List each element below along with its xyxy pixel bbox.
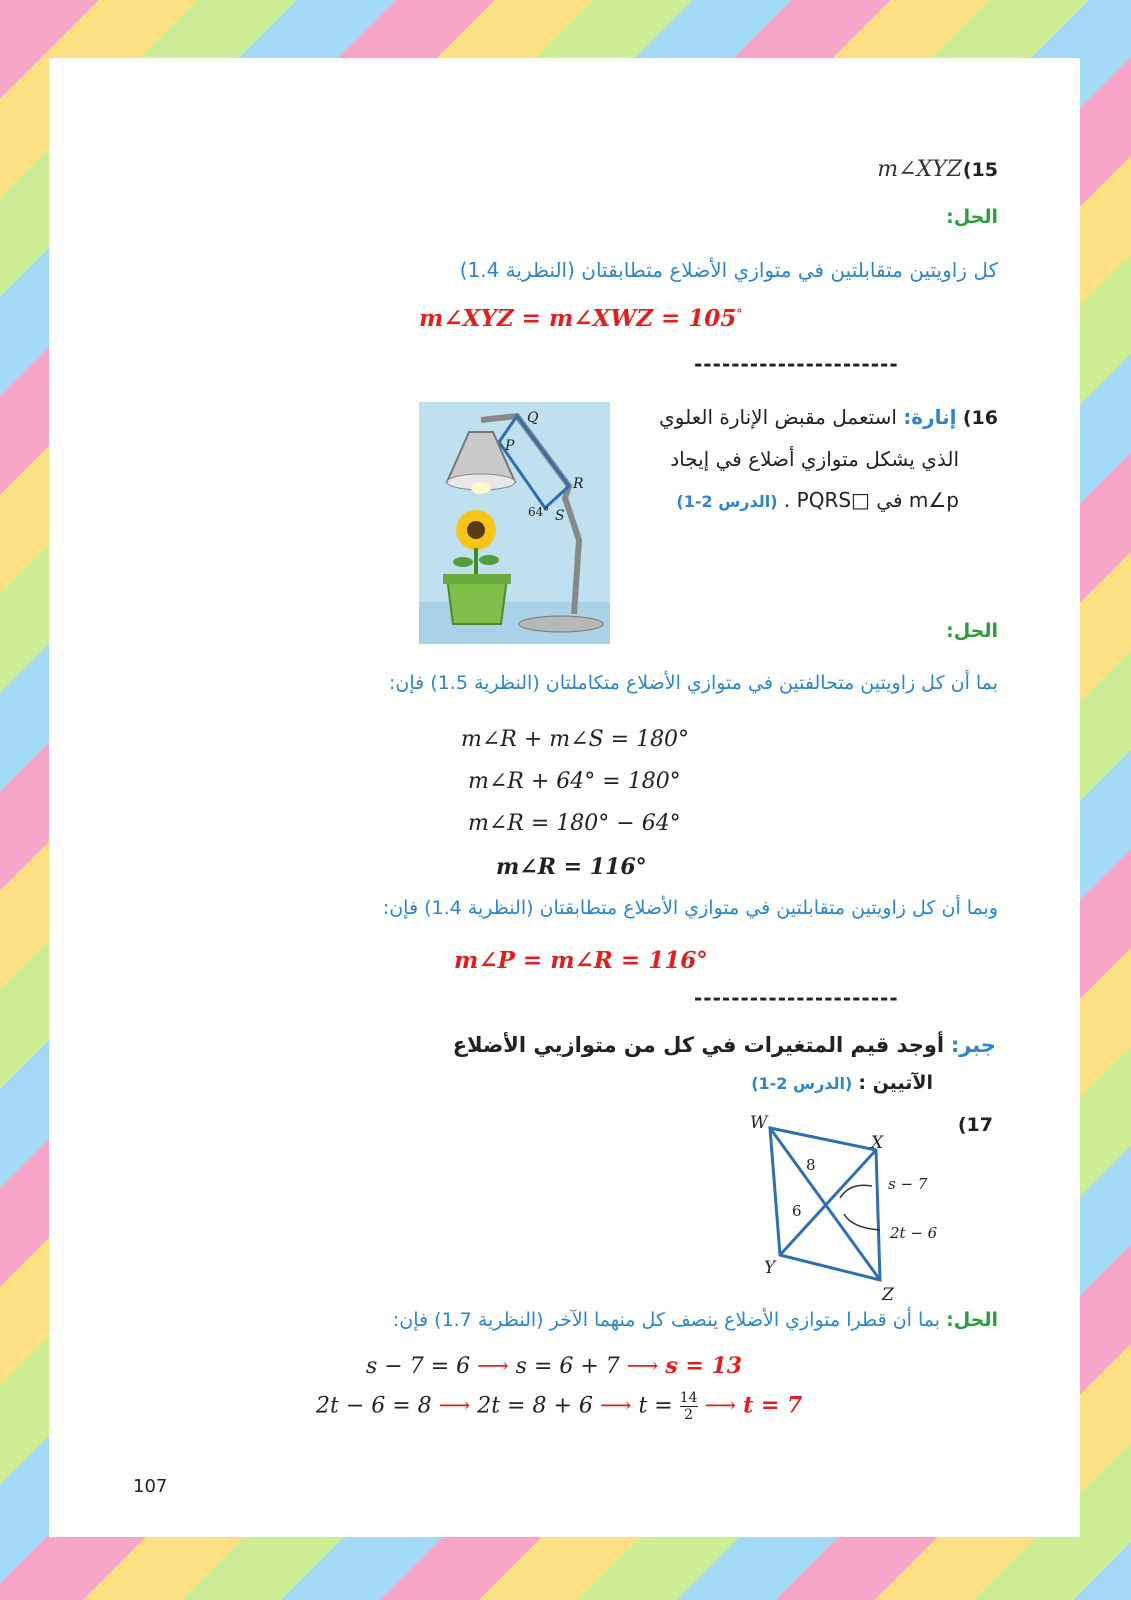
q16-tag: إنارة: [903,405,957,429]
label-8: 8 [806,1156,816,1174]
separator-1: ---------------------- [694,352,899,376]
algebra-line-2 [751,1072,933,1094]
label-s-minus-7: s − 7 [888,1175,928,1193]
lamp-figure [419,402,610,644]
algebra-lesson: (الدرس 2-1) [751,1074,853,1093]
label-w: W [750,1113,768,1133]
q16-statement-2: وبما أن كل زاويتين متقابلتين في متوازي الأضلاع متطابقتان (النظرية 1.4) فإن: [382,897,998,919]
label-x: X [871,1133,884,1153]
q16-result: m∠P = m∠R = 116° [454,947,708,974]
q15-statement: كل زاويتين متقابلتين في متوازي الأضلاع متطابقتان (النظرية 1.4) [459,258,998,282]
label-2t-minus-6: 2t − 6 [890,1224,938,1242]
q16-eq-4: m∠R = 116° [496,854,647,880]
q16-eq-3: m∠R = 180° − 64° [468,811,681,836]
algebra-text-1: أوجد قيم المتغيرات في كل من متوازيي الأضلاع [452,1033,945,1057]
q16-text-1: استعمل مقبض الإنارة العلوي [659,405,897,429]
q16-lesson: (الدرس 2-1) [676,492,778,511]
page-number: 107 [133,1476,168,1497]
q15-number: (15 [962,159,998,181]
label-s: S [555,508,565,524]
q16-text-3: m∠p في □PQRS . [783,488,959,512]
q16-line-3 [676,488,959,512]
q15-solution-label: الحل: [946,206,998,228]
q16-eq-1: m∠R + m∠S = 180° [461,727,690,752]
q15-title: m∠XYZ [877,157,962,182]
label-y: Y [764,1258,776,1278]
separator-2: ---------------------- [694,986,899,1010]
algebra-text-2: الآتيين : [858,1072,933,1094]
label-q: Q [527,410,539,426]
algebra-line-1 [453,1033,996,1057]
algebra-tag: جبر: [950,1033,996,1057]
q16-eq-2: m∠R + 64° = 180° [468,769,681,794]
q17-solution-label: الحل: [946,1309,998,1331]
label-r: R [573,476,584,492]
pointer-s7 [840,1185,872,1198]
q17-eq-2: 2t − 6 = 8 ⟶ 2t = 8 + 6 ⟶ t = $\frac{14}{2}$ ⟶ t = 7 [316,1390,803,1423]
q17-number: (17 [957,1114,993,1136]
q17-statement: بما أن قطرا متوازي الأضلاع ينصف كل منهما الآخر (النظرية 1.7) فإن: [392,1309,941,1331]
q16-solution-label: الحل: [946,620,998,642]
parallelogram-figure [740,1110,960,1305]
fraction: $\frac{14}{2}$ [679,1390,698,1423]
label-z: Z [882,1285,894,1305]
flower-pot [447,578,507,624]
label-angle: 64° [528,505,550,519]
q16-statement: بما أن كل زاويتين متحالفتين في متوازي الأضلاع متكاملتان (النظرية 1.5) فإن: [389,672,998,694]
q17-statement-line [393,1309,998,1331]
label-p: P [505,438,515,454]
q16-number: 16) [962,407,998,429]
pointer-2t6 [844,1214,880,1230]
q15-result: m∠XYZ = m∠XWZ = 105° [419,305,743,332]
q15-header [698,157,998,187]
q16-line-2: الذي يشكل متوازي أضلاع في إيجاد [670,447,959,471]
lamp-base [519,616,603,632]
q16-line-1 [659,405,998,429]
q17-eq-1: s − 7 = 6 ⟶ s = 6 + 7 ⟶ s = 13 [366,1353,743,1379]
label-6: 6 [792,1202,802,1220]
